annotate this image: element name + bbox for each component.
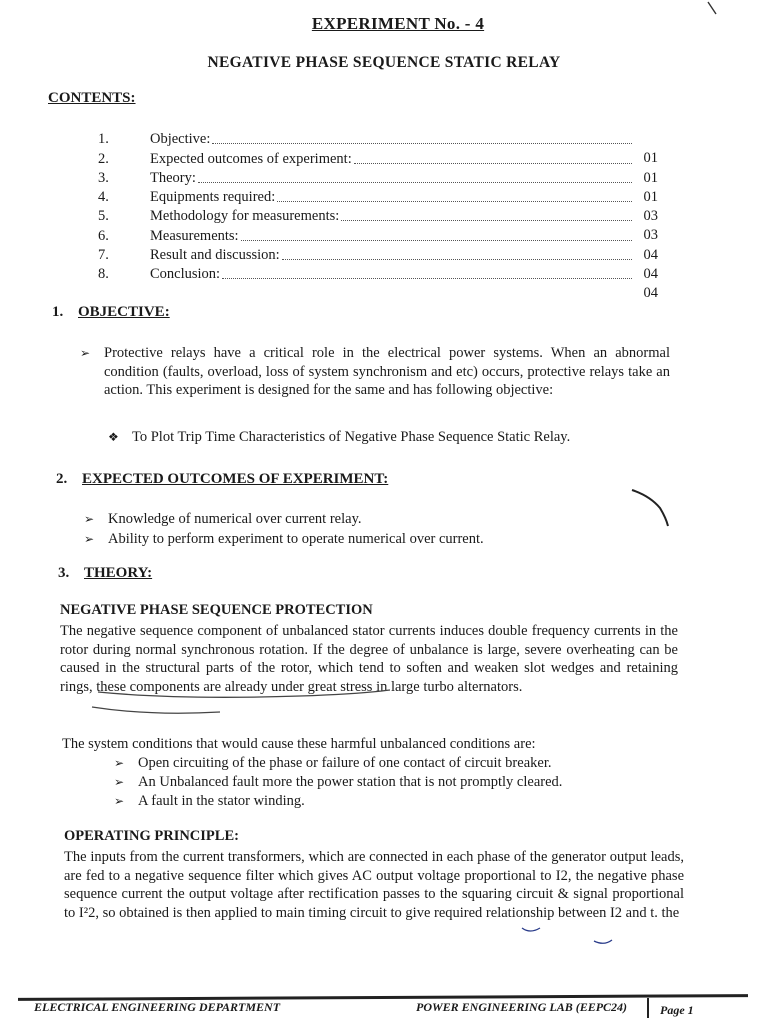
arrow-bullet-icon: ➢ xyxy=(114,775,125,789)
theory-paragraph-2: The system conditions that would cause these harmful unbalanced conditions are: xyxy=(62,736,536,752)
toc-item: 1. Objective: 01 xyxy=(98,131,658,167)
toc-item: 7. Result and discussion: 04 xyxy=(98,247,658,283)
theory-paragraph-1: The negative sequence component of unbalanced stator currents induces double frequency currents in the rotor during normal synchronous rotation. If the degree of unbalance is large, severe overheating can be caused in the structural parts of the rotor, which tend to soften and weaken slot wedges and retaining rings, these components are already under great stress in large turbo alternators. xyxy=(60,623,678,695)
list-item: ➢ Open circuiting of the phase or failure of one contact of circuit breaker. xyxy=(114,755,552,771)
table-of-contents xyxy=(98,130,658,302)
document-title: NEGATIVE PHASE SEQUENCE STATIC RELAY xyxy=(207,54,561,71)
arrow-bullet-icon: ➢ xyxy=(80,346,91,360)
toc-item: 2. Expected outcomes of experiment: 01 xyxy=(98,150,658,186)
arrow-bullet-icon: ➢ xyxy=(114,756,125,770)
diamond-bullet-icon: ❖ xyxy=(108,430,119,444)
footer-page-number: Page 1 xyxy=(660,1003,694,1017)
toc-item: 3. Theory: 01 xyxy=(98,169,658,205)
theory-heading: 3. THEORY: xyxy=(58,565,153,581)
experiment-number: EXPERIMENT No. - 4 xyxy=(311,14,485,33)
objective-paragraph: ➢ Protective relays have a critical role in the electrical power systems. When an abnormal condition (faults, overload, loss of system synchronism and etc) occurs, protective relays take an action. This experiment is designed for the same and has following objective: xyxy=(80,345,670,399)
contents-heading: CONTENTS: xyxy=(48,90,136,106)
arrow-bullet-icon: ➢ xyxy=(84,512,95,526)
objective-sub-item: ❖ To Plot Trip Time Characteristics of Negative Phase Sequence Static Relay. xyxy=(108,429,571,445)
arrow-bullet-icon: ➢ xyxy=(114,794,125,808)
nps-protection-subheading: NEGATIVE PHASE SEQUENCE PROTECTION xyxy=(60,602,373,618)
list-item: ➢ Ability to perform experiment to operate numerical over current. xyxy=(84,531,484,547)
list-item: ➢ An Unbalanced fault more the power station that is not promptly cleared. xyxy=(114,774,563,790)
footer-department: ELECTRICAL ENGINEERING DEPARTMENT xyxy=(34,1000,281,1014)
footer-course: POWER ENGINEERING LAB (EEPC24) xyxy=(416,1000,628,1014)
arrow-bullet-icon: ➢ xyxy=(84,532,95,546)
operating-principle-subheading: OPERATING PRINCIPLE: xyxy=(64,828,239,844)
list-item: ➢ A fault in the stator winding. xyxy=(114,793,305,809)
outcomes-heading: 2. EXPECTED OUTCOMES OF EXPERIMENT: xyxy=(56,471,389,487)
toc-item: 4. Equipments required: 03 xyxy=(98,189,658,225)
footer-divider xyxy=(647,998,649,1018)
theory-paragraph-3: The inputs from the current transformers, which are connected in each phase of the generator output leads, are fed to a negative sequence filter which gives AC output voltage proportional to I2, the negative phase sequence current the output voltage after rectification passes to the squaring circuit & signal proportional to I²2, so obtained is then applied to main timing circuit to give required relationship between I2 and t. the xyxy=(64,849,684,921)
toc-item: 8. Conclusion: 04 xyxy=(98,266,658,302)
toc-item: 6. Measurements: 04 xyxy=(98,227,658,263)
toc-item: 5. Methodology for measurements: 03 xyxy=(98,208,658,244)
list-item: ➢ Knowledge of numerical over current relay. xyxy=(84,511,362,527)
objective-heading: 1. OBJECTIVE: xyxy=(52,304,170,320)
